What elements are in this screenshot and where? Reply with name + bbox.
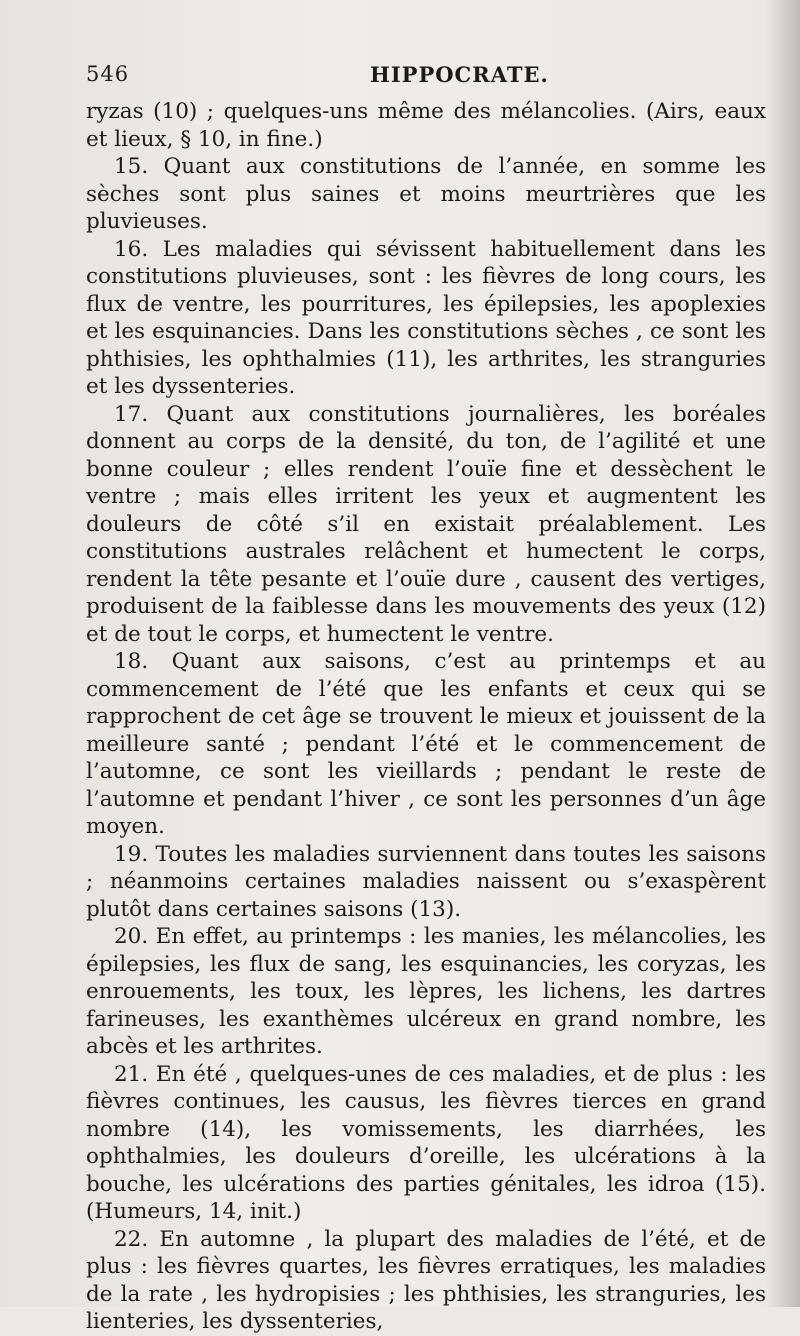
paragraph-text: Quant aux constitutions journalières, les boréales donnent au corps de la densité, du ton, de l’agilité et une bonne couleur ; elles rendent l’ouïe fine et dessèchent le ventre ; mais elles irritent les yeux et augmentent les douleurs de côté s’il en existait préalablement. Les constitutions australes relâchent et humectent le corps, rendent la tête pesante et l’ouïe dure , causent des vertiges, produisent de la faiblesse dans les mouvements des yeux (12) et de tout le corps, et humectent le ventre.	[86, 401, 766, 647]
paragraph-19	[86, 841, 766, 924]
paragraph-number: 19.	[114, 841, 149, 867]
running-header	[86, 62, 766, 92]
paragraph-number: 16.	[114, 236, 149, 262]
paragraph-text: Quant aux constitutions de l’année, en somme les sèches sont plus saines et moins meurtrières que les pluvieuses.	[86, 154, 766, 234]
paragraph-number: 20.	[114, 924, 149, 949]
paragraph-number: 22.	[114, 1226, 149, 1252]
paragraph-16	[86, 236, 766, 401]
paragraph-22	[86, 1226, 766, 1336]
page-number: 546	[86, 62, 130, 86]
paragraph-15	[86, 153, 766, 236]
page-gutter-shadow	[766, 0, 800, 1307]
paragraph-17	[86, 401, 766, 649]
paragraph-text: En effet, au printemps : les manies, les mélancolies, les épilepsies, les flux de sang, les esquinancies, les coryzas, les enrouements, les toux, les lèpres, les lichens, les dartres farineuses, les exanthèmes ulcéreux en grand nombre, les abcès et les arthrites.	[86, 924, 766, 1059]
paragraph-21	[86, 1061, 766, 1226]
paragraph-number: 21.	[114, 1061, 149, 1087]
paragraph-20	[86, 923, 766, 1061]
paragraph-text: Les maladies qui sévissent habituellement dans les constitutions pluvieuses, sont : les fièvres de long cours, les flux de ventre, les pourritures, les épilepsies, les apoplexies et les esquinancies. Dans les constitutions sèches , ce sont les phthisies, les ophthalmies (11), les arthrites, les stranguries et les dyssenteries.	[86, 236, 766, 399]
paragraph-number: 17.	[114, 401, 149, 427]
paragraph-continuation	[86, 98, 766, 153]
paragraph-number: 15.	[114, 154, 149, 179]
paragraph-18	[86, 648, 766, 841]
paragraph-number: 18.	[114, 649, 149, 674]
paragraph-text: En été , quelques-unes de ces maladies, et de plus : les fièvres continues, les causus, les fièvres tierces en grand nombre (14), les vomissements, les diarrhées, les ophthalmies, les douleurs d’oreille, les ulcérations à la bouche, les ulcérations des parties génitales, les idroa (15). (Humeurs, 14, init.)	[86, 1061, 766, 1224]
paragraph-text: En automne , la plupart des maladies de l’été, et de plus : les fièvres quartes, les fièvres erratiques, les maladies de la rate , les hydropisies ; les phthisies, les stranguries, les lienteries, les dyssenteries,	[86, 1226, 767, 1334]
running-title: HIPPOCRATE.	[370, 62, 549, 87]
paragraph-text: Toutes les maladies surviennent dans toutes les saisons ; néanmoins certaines maladies naissent ou s’exaspèrent plutôt dans certaines saisons (13).	[86, 841, 766, 922]
paragraph-text: Quant aux saisons, c’est au printemps et au commencement de l’été que les enfants et ceux qui se rapprochent de cet âge se trouvent le mieux et jouissent de la meilleure santé ; pendant l’été et le commencement de l’automne, ce sont les vieillards ; pendant le reste de l’automne et pendant l’hiver , ce sont les personnes d’un âge moyen.	[86, 649, 766, 839]
body-text	[86, 98, 766, 1336]
paragraph-text: ryzas (10) ; quelques-uns même des mélancolies. (Airs, eaux et lieux, § 10, in fine.)	[86, 99, 766, 152]
